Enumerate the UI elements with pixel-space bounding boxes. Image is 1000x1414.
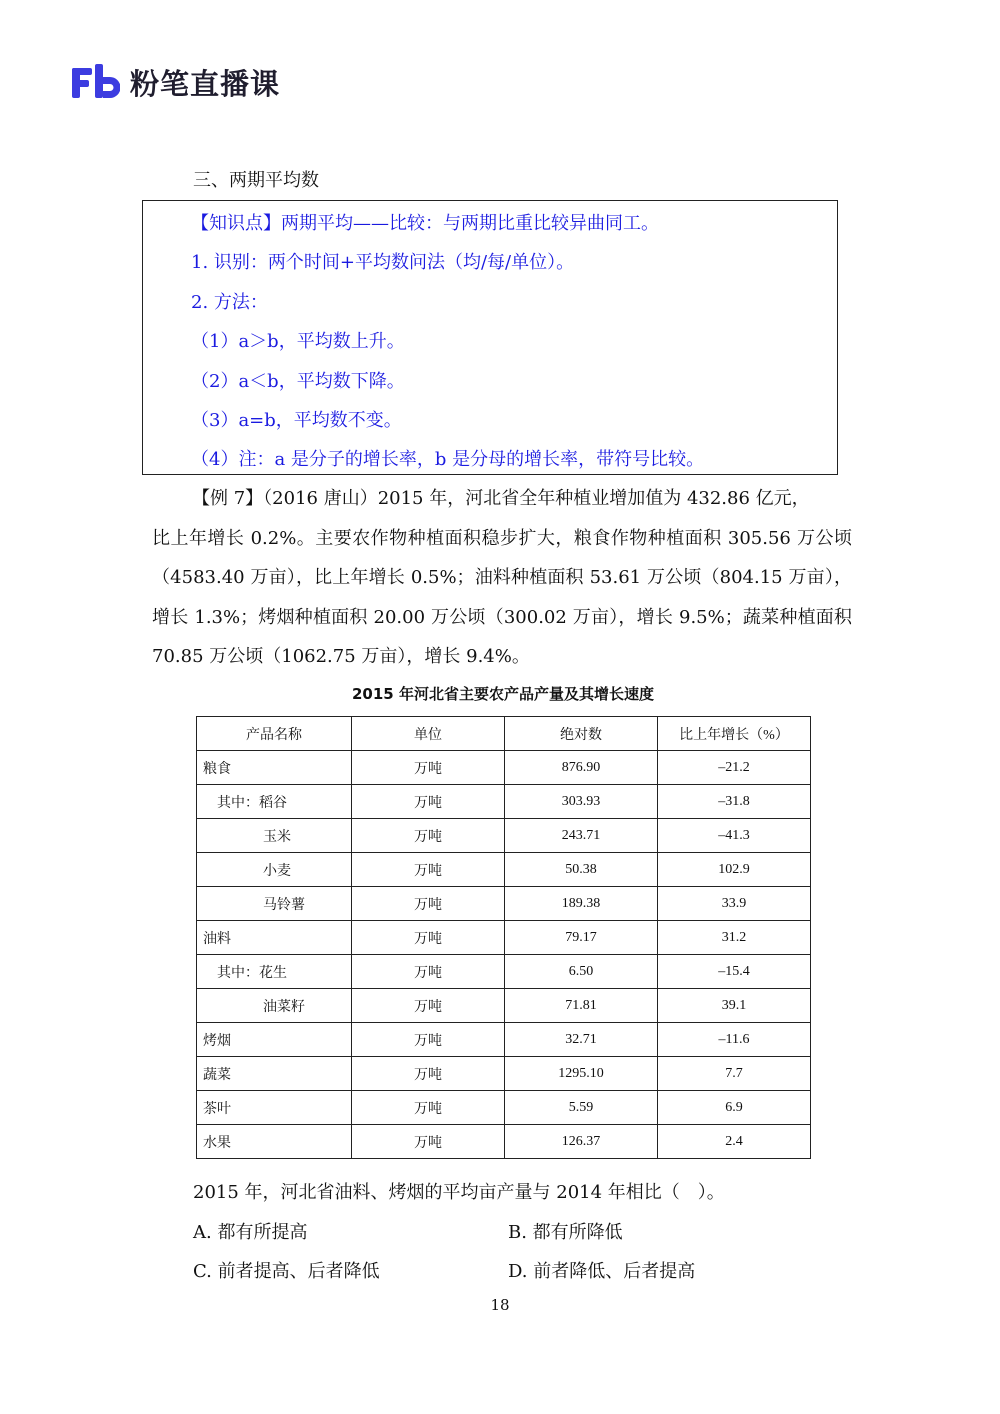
cell-growth: –11.6 bbox=[658, 1023, 811, 1057]
cell-unit: 万吨 bbox=[352, 751, 505, 785]
cell-growth: 2.4 bbox=[658, 1125, 811, 1159]
cell-growth: 7.7 bbox=[658, 1057, 811, 1091]
cell-product-name: 烤烟 bbox=[197, 1023, 352, 1057]
cell-unit: 万吨 bbox=[352, 1023, 505, 1057]
production-table bbox=[196, 716, 811, 1159]
cell-value: 71.81 bbox=[505, 989, 658, 1023]
cell-value: 189.38 bbox=[505, 887, 658, 921]
cell-unit: 万吨 bbox=[352, 1057, 505, 1091]
example-body: 比上年增长 0.2%。主要农作物种植面积稳步扩大，粮食作物种植面积 305.56 万公顷（4583.40 万亩），比上年增长 0.5%；油料种植面积 53.61 万公顷（804.15 万亩），增长 1.3%；烤烟种植面积 20.00 万公顷（300.02 万亩），增长 9.5%；蔬菜种植面积 70.85 万公顷（1062.75 万亩），增长 9.4%。 bbox=[152, 527, 852, 668]
table-row bbox=[197, 819, 811, 853]
cell-growth: 33.9 bbox=[658, 887, 811, 921]
table-row bbox=[197, 785, 811, 819]
table-row bbox=[197, 1023, 811, 1057]
knowledge-point-identify: 1. 识别：两个时间+平均数问法（均/每/单位）。 bbox=[191, 252, 575, 273]
option-b[interactable]: B. 都有所降低 bbox=[508, 1222, 623, 1243]
table-row bbox=[197, 887, 811, 921]
table-row bbox=[197, 955, 811, 989]
header-unit: 单位 bbox=[352, 717, 505, 751]
table-row bbox=[197, 1125, 811, 1159]
cell-value: 6.50 bbox=[505, 955, 658, 989]
table-row bbox=[197, 921, 811, 955]
cell-product-name: 蔬菜 bbox=[197, 1057, 352, 1091]
cell-growth: –15.4 bbox=[658, 955, 811, 989]
example-paragraph bbox=[152, 479, 852, 677]
cell-product-name: 小麦 bbox=[197, 853, 352, 887]
cell-value: 32.71 bbox=[505, 1023, 658, 1057]
page-number: 18 bbox=[490, 1296, 510, 1314]
cell-growth: –31.8 bbox=[658, 785, 811, 819]
cell-product-name: 油料 bbox=[197, 921, 352, 955]
section-title: 三、两期平均数 bbox=[193, 170, 319, 191]
cell-product-name: 玉米 bbox=[197, 819, 352, 853]
table-header-row bbox=[197, 717, 811, 751]
table-row bbox=[197, 751, 811, 785]
cell-value: 303.93 bbox=[505, 785, 658, 819]
header-absolute: 绝对数 bbox=[505, 717, 658, 751]
option-c[interactable]: C. 前者提高、后者降低 bbox=[193, 1261, 380, 1282]
brand-name: 粉笔直播课 bbox=[130, 66, 281, 101]
cell-unit: 万吨 bbox=[352, 819, 505, 853]
cell-product-name: 茶叶 bbox=[197, 1091, 352, 1125]
cell-growth: 31.2 bbox=[658, 921, 811, 955]
table-title: 2015 年河北省主要农产品产量及其增长速度 bbox=[352, 685, 654, 703]
cell-unit: 万吨 bbox=[352, 853, 505, 887]
cell-unit: 万吨 bbox=[352, 1125, 505, 1159]
brand-logo bbox=[72, 62, 280, 102]
cell-growth: 39.1 bbox=[658, 989, 811, 1023]
cell-growth: –21.2 bbox=[658, 751, 811, 785]
option-d[interactable]: D. 前者降低、后者提高 bbox=[508, 1261, 696, 1282]
table-row bbox=[197, 1091, 811, 1125]
table-row bbox=[197, 1057, 811, 1091]
cell-value: 79.17 bbox=[505, 921, 658, 955]
example-first-line: 【例 7】（2016 唐山）2015 年，河北省全年种植业增加值为 432.86 亿元， bbox=[192, 488, 810, 509]
knowledge-point-method: 2. 方法： bbox=[191, 292, 268, 313]
knowledge-box bbox=[142, 200, 838, 475]
cell-value: 126.37 bbox=[505, 1125, 658, 1159]
knowledge-rule-1: （1）a＞b，平均数上升。 bbox=[191, 331, 405, 352]
header-growth: 比上年增长（%） bbox=[658, 717, 811, 751]
knowledge-rule-4: （4）注：a 是分子的增长率，b 是分母的增长率，带符号比较。 bbox=[191, 449, 705, 470]
cell-unit: 万吨 bbox=[352, 989, 505, 1023]
cell-growth: 102.9 bbox=[658, 853, 811, 887]
cell-product-name: 马铃薯 bbox=[197, 887, 352, 921]
knowledge-rule-3: （3）a=b，平均数不变。 bbox=[191, 410, 402, 431]
cell-value: 243.71 bbox=[505, 819, 658, 853]
question-stem: 2015 年，河北省油料、烤烟的平均亩产量与 2014 年相比（ ）。 bbox=[193, 1182, 725, 1203]
header-product-name: 产品名称 bbox=[197, 717, 352, 751]
cell-value: 50.38 bbox=[505, 853, 658, 887]
knowledge-rule-2: （2）a＜b，平均数下降。 bbox=[191, 371, 405, 392]
knowledge-heading: 【知识点】两期平均——比较：与两期比重比较异曲同工。 bbox=[191, 213, 659, 234]
cell-unit: 万吨 bbox=[352, 785, 505, 819]
cell-product-name: 粮食 bbox=[197, 751, 352, 785]
cell-product-name: 水果 bbox=[197, 1125, 352, 1159]
cell-value: 1295.10 bbox=[505, 1057, 658, 1091]
cell-value: 876.90 bbox=[505, 751, 658, 785]
cell-value: 5.59 bbox=[505, 1091, 658, 1125]
table-row bbox=[197, 853, 811, 887]
cell-unit: 万吨 bbox=[352, 1091, 505, 1125]
cell-product-name: 其中：稻谷 bbox=[197, 785, 352, 819]
table-row bbox=[197, 989, 811, 1023]
option-a[interactable]: A. 都有所提高 bbox=[193, 1222, 308, 1243]
cell-unit: 万吨 bbox=[352, 921, 505, 955]
cell-unit: 万吨 bbox=[352, 955, 505, 989]
cell-growth: 6.9 bbox=[658, 1091, 811, 1125]
fb-logo-icon bbox=[72, 64, 120, 100]
cell-product-name: 其中：花生 bbox=[197, 955, 352, 989]
cell-growth: –41.3 bbox=[658, 819, 811, 853]
cell-product-name: 油菜籽 bbox=[197, 989, 352, 1023]
cell-unit: 万吨 bbox=[352, 887, 505, 921]
